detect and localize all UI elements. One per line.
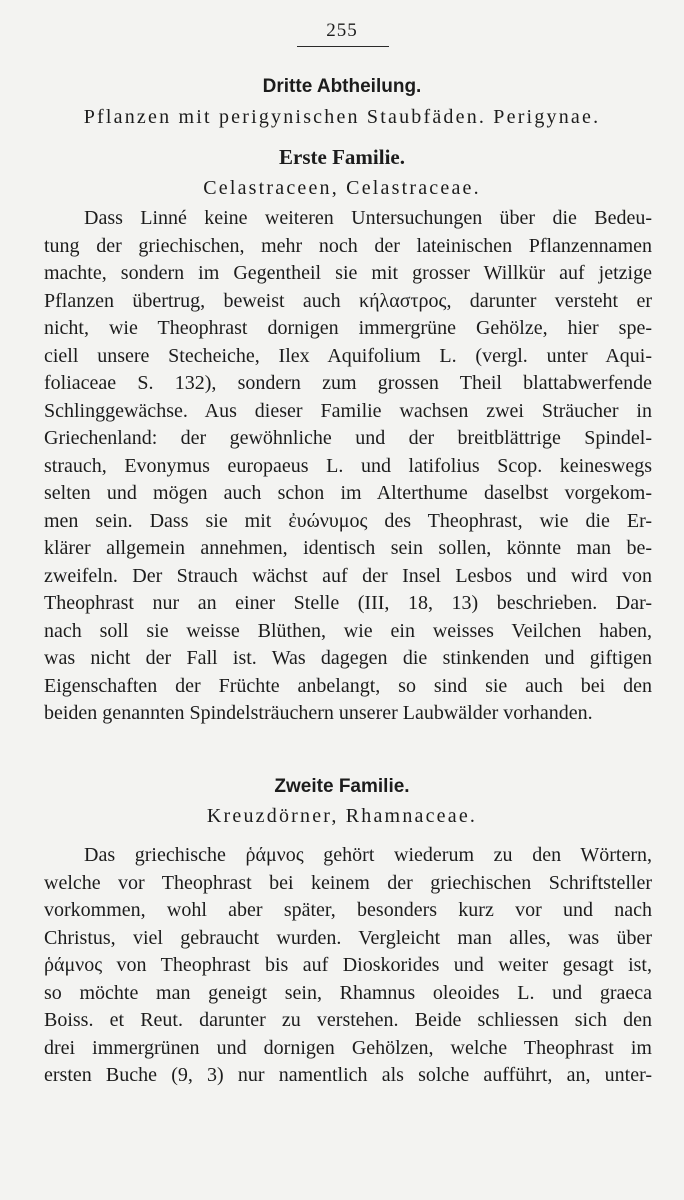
family1-name: Celastraceen, Celastraceae. — [203, 177, 481, 199]
family2-heading: Zweite Familie. — [274, 776, 410, 797]
section-subtitle: Pflanzen mit perigynischen Staubfäden. Perigynae. — [83, 106, 601, 128]
text-line: Eigenschaften der Früchte anbelangt, so sind sie auch bei den — [44, 674, 652, 697]
text-line: Boiss. et Reut. darunter zu verstehen. Beide schliessen sich den — [44, 1009, 652, 1031]
family2-paragraph — [44, 842, 652, 1090]
header-rule — [297, 46, 389, 47]
text-line: was nicht der Fall ist. Was dagegen die stinkenden und giftigen — [44, 647, 652, 669]
text-line: Christus, viel gebraucht wurden. Vergleicht man alles, was über — [44, 926, 652, 949]
text-line: Griechenland: der gewöhnliche und der breitblättrige Spindel- — [44, 427, 652, 449]
text-line: vorkommen, wohl aber später, besonders kurz vor und nach — [44, 899, 652, 921]
text-line: ersten Buche (9, 3) nur namentlich als solche aufführt, an, unter- — [44, 1064, 652, 1086]
text-line: Pflanzen übertrug, beweist auch κήλαστρος, darunter versteht er — [44, 289, 652, 312]
text-line: drei immergrünen und dornigen Gehölzen, welche Theophrast im — [44, 1036, 652, 1059]
family2-name: Kreuzdörner, Rhamnaceae. — [206, 805, 478, 827]
text-line: beiden genannten Spindelsträuchern unserer Laubwälder vorhanden. — [44, 702, 593, 724]
text-line: nicht, wie Theophrast dornigen immergrüne Gehölze, hier spe- — [44, 317, 652, 339]
text-line: Schlinggewächse. Aus dieser Familie wachsen zwei Sträucher in — [44, 399, 652, 422]
text-line: klärer allgemein annehmen, identisch sein sollen, könnte man be- — [44, 537, 652, 559]
text-line: selten und mögen auch schon im Alterthume daselbst vorgekom- — [44, 482, 652, 504]
text-line: foliaceae S. 132), sondern zum grossen Theil blattabwerfende — [44, 372, 652, 394]
text-line: men sein. Dass sie mit ἐυώνυμος des Theophrast, wie die Er- — [44, 509, 652, 532]
page-number: 255 — [326, 20, 358, 41]
text-line: ciell unsere Stecheiche, Ilex Aquifolium L. (vergl. unter Aqui- — [44, 344, 652, 367]
family1-paragraph — [44, 205, 652, 728]
section-heading: Dritte Abtheilung. — [262, 76, 422, 97]
text-line: tung der griechischen, mehr noch der lateinischen Pflanzennamen — [44, 234, 652, 257]
text-line: so möchte man geneigt sein, Rhamnus oleoides L. und graeca — [44, 981, 652, 1004]
text-line: strauch, Evonymus europaeus L. und latifolius Scop. keineswegs — [44, 454, 652, 477]
text-line: ῥάμνος von Theophrast bis auf Dioskorides und weiter gesagt ist, — [44, 954, 652, 976]
text-line: Theophrast nur an einer Stelle (III, 18, 13) beschrieben. Dar- — [44, 592, 652, 614]
text-line: welche vor Theophrast bei keinem der griechischen Schriftsteller — [44, 871, 652, 894]
text-line: Dass Linné keine weiteren Untersuchungen über die Bedeu- — [84, 207, 652, 229]
text-line: zweifeln. Der Strauch wächst auf der Insel Lesbos und wird von — [44, 564, 652, 587]
text-line: Das griechische ῥάμνος gehört wiederum zu den Wörtern, — [84, 844, 652, 866]
family1-heading: Erste Familie. — [279, 145, 405, 169]
text-line: nach soll sie weisse Blüthen, wie ein weisses Veilchen haben, — [44, 619, 652, 642]
text-line: machte, sondern im Gegentheil sie mit grosser Willkür auf jetzige — [44, 262, 652, 284]
